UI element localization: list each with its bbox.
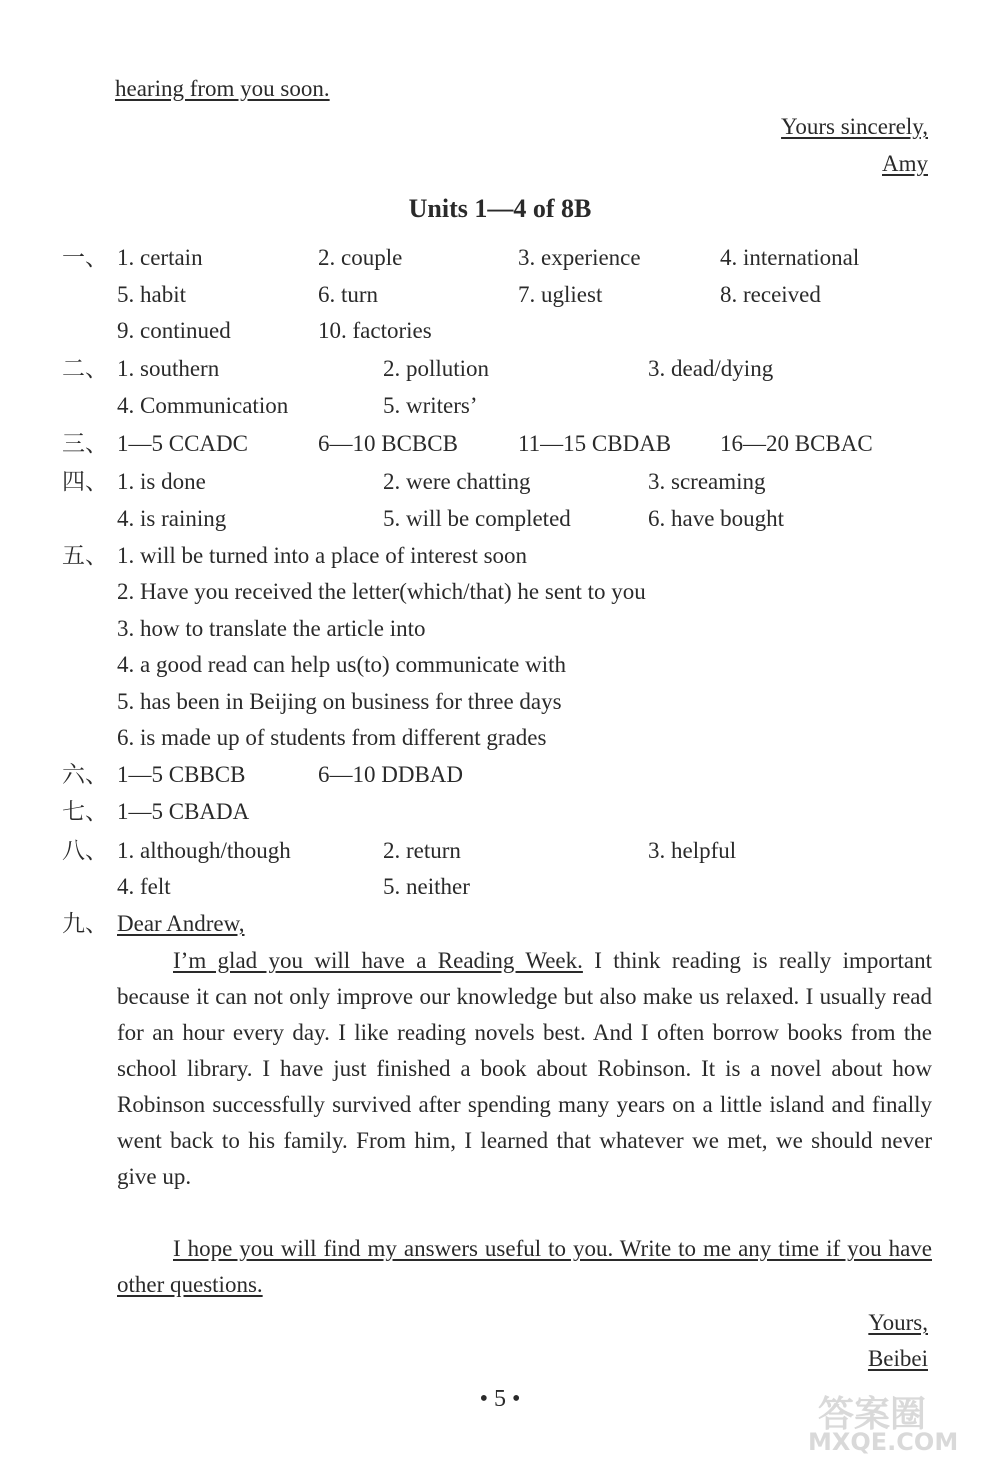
answer-item: 8. received [720, 282, 821, 307]
letter-paragraph-2 [117, 1231, 932, 1303]
answer-item: 6. have bought [648, 506, 785, 531]
letter-end-line: hearing from you soon. [115, 76, 330, 101]
answer-item: 6. is made up of students from different grades [117, 725, 547, 750]
section-label-2: 二、 [62, 356, 108, 381]
answer-item: 5. will be completed [383, 506, 571, 531]
letter-underlined-closing-text: I hope you will find my answers useful to you. Write to me any time if you have other questions. [117, 1236, 932, 1297]
section-label-6: 六、 [62, 762, 108, 787]
section-label-4: 四、 [62, 469, 108, 494]
section-label-8: 八、 [62, 838, 108, 863]
answer-item: 10. factories [318, 318, 432, 343]
letter-signature: Amy [882, 151, 928, 176]
section-label-9: 九、 [62, 911, 108, 936]
answer-item: 2. couple [318, 245, 403, 270]
answer-item: 1. is done [117, 469, 206, 494]
section-title: Units 1—4 of 8B [408, 194, 592, 223]
answer-item: 4. a good read can help us(to) communicate with [117, 652, 566, 677]
answer-item: 2. return [383, 838, 461, 863]
letter-paragraph-1 [117, 943, 932, 1195]
answer-item: 1—5 CBBCB [117, 762, 246, 787]
section-label-1: 一、 [62, 245, 108, 270]
section-label-5: 五、 [62, 543, 108, 568]
letter-underlined-sentence: I’m glad you will have a Reading Week. [173, 948, 583, 973]
answer-item: 4. international [720, 245, 860, 270]
answer-item: 16—20 BCBAC [720, 431, 873, 456]
letter-closing: Yours sincerely, [781, 114, 928, 139]
letter-signature-2: Beibei [867, 1346, 928, 1371]
answer-item: 6—10 BCBCB [318, 431, 458, 456]
answer-item: 3. experience [518, 245, 641, 270]
answer-item: 9. continued [117, 318, 231, 343]
answer-item: 2. pollution [383, 356, 490, 381]
answer-item: 4. felt [117, 874, 171, 899]
answer-item: 1. although/though [117, 838, 291, 863]
answer-item: 1. southern [117, 356, 220, 381]
page-number: • 5 • [479, 1386, 521, 1412]
answer-item: 1. will be turned into a place of interest soon [117, 543, 528, 568]
answer-item: 5. habit [117, 282, 186, 307]
letter-greeting: Dear Andrew, [117, 911, 245, 936]
watermark-url: MXQE.COM [808, 1428, 959, 1456]
answer-item: 3. screaming [648, 469, 766, 494]
watermark-text: 答案圈 [818, 1394, 927, 1435]
letter-body-text: I think reading is really important because it can not only improve our knowledge but also make us relaxed. I usually read for an hour every day. I like reading novels best. And I often borrow books from the school library. I have just finished a book about Robinson. It is a novel about how Robinson successfully survived after spending many years on a little island and finally went back to his family. From him, I learned that whatever we met, we should never give up. [117, 948, 933, 1189]
answer-item: 5. writers’ [383, 393, 478, 418]
answer-item: 3. helpful [648, 838, 737, 863]
answer-item: 4. Communication [117, 393, 289, 418]
answer-item: 2. were chatting [383, 469, 531, 494]
answer-item: 1—5 CBADA [117, 799, 250, 824]
section-label-3: 三、 [62, 431, 108, 456]
watermark-logo [788, 1386, 988, 1456]
answer-item: 4. is raining [117, 506, 227, 531]
answer-item: 6—10 DDBAD [318, 762, 464, 787]
letter-closing-2: Yours, [868, 1310, 928, 1335]
answer-item: 1. certain [117, 245, 203, 270]
answer-item: 3. how to translate the article into [117, 616, 426, 641]
section-label-7: 七、 [62, 799, 108, 824]
answer-item: 6. turn [318, 282, 379, 307]
answer-item: 1—5 CCADC [117, 431, 248, 456]
answer-item: 2. Have you received the letter(which/that) he sent to you [117, 579, 646, 604]
answer-item: 5. neither [383, 874, 470, 899]
answer-item: 11—15 CBDAB [518, 431, 672, 456]
answer-item: 3. dead/dying [648, 356, 774, 381]
answer-item: 7. ugliest [518, 282, 603, 307]
answer-item: 5. has been in Beijing on business for three days [117, 689, 562, 714]
